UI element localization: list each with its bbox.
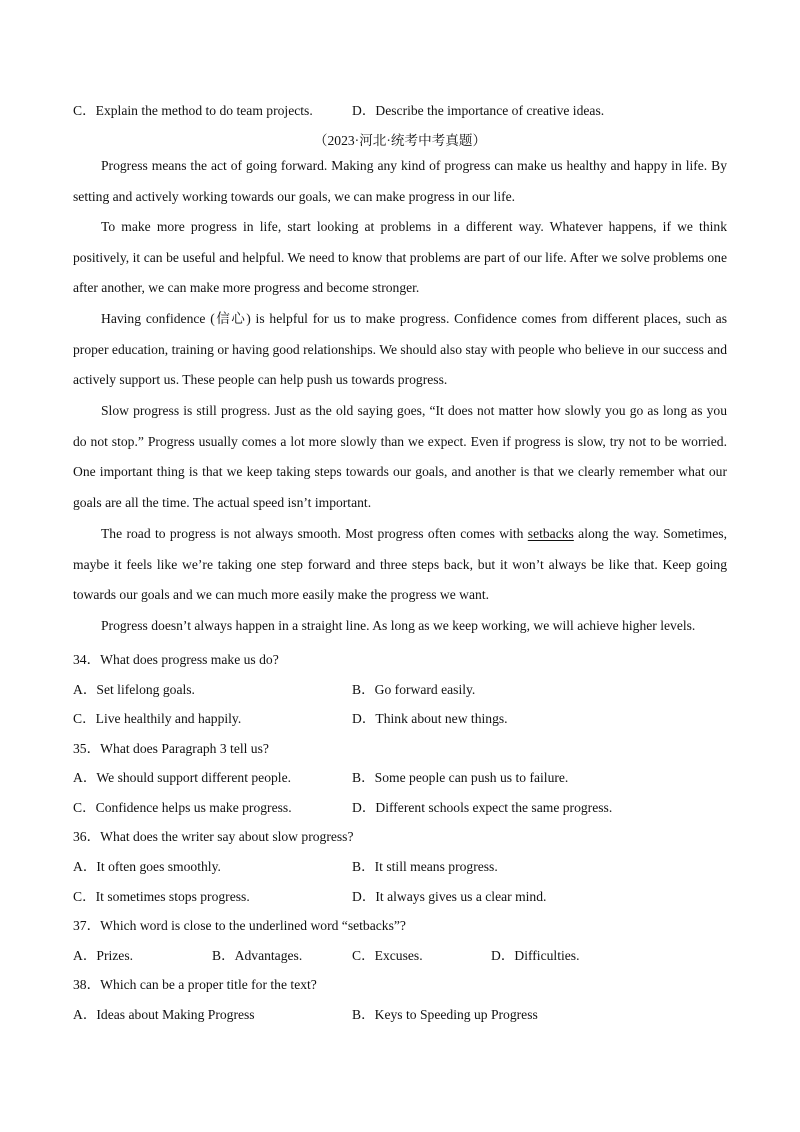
question-37-option-d: D．Difficulties. <box>491 948 580 963</box>
question-37-stem: 37．Which word is close to the underlined word “setbacks”? <box>73 918 406 933</box>
question-38-option-b: B．Keys to Speeding up Progress <box>352 1007 538 1022</box>
question-35-option-d: D．Different schools expect the same progress. <box>352 800 613 815</box>
paragraph-5: The road to progress is not always smooth. Most progress often comes with setbacks along the way. Sometimes, maybe it feels like we’re taking one step forward and three steps back, but it won’t always be like that. Keep going towards our goals and we can much more easily make the progress we want. <box>73 526 727 602</box>
question-35-option-b: B．Some people can push us to failure. <box>352 770 569 785</box>
question-37-option-c: C．Excuses. <box>352 948 423 963</box>
question-34-stem: 34．What does progress make us do? <box>73 652 279 667</box>
question-35-option-a: A．We should support different people. <box>73 770 291 785</box>
paragraph-2: To make more progress in life, start looking at problems in a different way. Whatever happens, if we think positively, it can be useful and helpful. We need to know that problems are part of our life. After we solve problems one after another, we can make more progress and become stronger. <box>73 219 727 295</box>
question-34-option-d: D．Think about new things. <box>352 711 508 726</box>
question-36-option-a: A．It often goes smoothly. <box>73 859 221 874</box>
question-38-option-a: A．Ideas about Making Progress <box>73 1007 255 1022</box>
question-34-option-c: C．Live healthily and happily. <box>73 711 242 726</box>
question-37-option-a: A．Prizes. <box>73 948 134 963</box>
paragraph-1: Progress means the act of going forward. Making any kind of progress can make us healthy and happy in life. By setting and actively working towards our goals, we can make progress in our life. <box>73 158 727 204</box>
question-37-option-b: B．Advantages. <box>212 948 303 963</box>
question-35-stem: 35．What does Paragraph 3 tell us? <box>73 741 269 756</box>
question-36-option-d: D．It always gives us a clear mind. <box>352 889 547 904</box>
source-label: （2023·河北·统考中考真题） <box>313 133 487 148</box>
paragraph-4: Slow progress is still progress. Just as the old saying goes, “It does not matter how slowly you go as long as you do not stop.” Progress usually comes a lot more slowly than we expect. Even if progress is slow, try not to be worried. One important thing is that we keep taking steps towards our goals, and another is that we clearly remember what our goals are all the time. The actual speed isn’t important. <box>73 403 727 510</box>
prev-option-c: C．Explain the method to do team projects. <box>73 103 313 118</box>
question-36-option-b: B．It still means progress. <box>352 859 498 874</box>
paragraph-6: Progress doesn’t always happen in a straight line. As long as we keep working, we will achieve higher levels. <box>101 618 696 633</box>
question-35-option-c: C．Confidence helps us make progress. <box>73 800 292 815</box>
underlined-word-setbacks: setbacks <box>527 526 574 541</box>
question-36-option-c: C．It sometimes stops progress. <box>73 889 250 904</box>
question-36-stem: 36．What does the writer say about slow progress? <box>73 829 354 844</box>
question-34-option-b: B．Go forward easily. <box>352 682 476 697</box>
paragraph-3: Having confidence (信心) is helpful for us to make progress. Confidence comes from different places, such as proper education, training or having good relationships. We should also stay with people who believe in our success and actively support us. These people can help push us towards progress. <box>73 311 727 387</box>
prev-option-d: D．Describe the importance of creative ideas. <box>352 103 605 118</box>
question-38-stem: 38．Which can be a proper title for the text? <box>73 977 317 992</box>
question-34-option-a: A．Set lifelong goals. <box>73 682 195 697</box>
